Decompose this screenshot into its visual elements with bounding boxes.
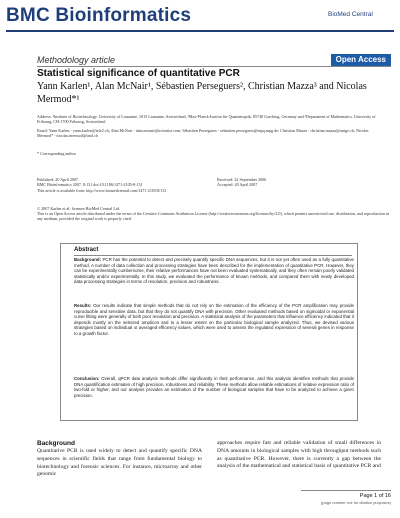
- citation-text: BMC Bioinformatics 2007, 8:131 doi:10.1186/1471-2105-8-131: [37, 182, 143, 188]
- article-type: Methodology article: [37, 55, 116, 65]
- copyright-block: [37, 206, 392, 222]
- abstract-results-text: Our results indicate that simple methods that do not rely on the estimation of the efficiency of the PCR amplification may provide reproducible and sensitive data, but that they do not quantify DNA with precision. Other evaluated methods based on sigmoidal or exponential curve fitting were generally of both poor resolution and precision. A statistical analysis of the parameters that influence efficiency indicated that it depends mostly on the selected amplicon and to a lesser extent on the particular biological sample analyzed. Thus, we devised various strategies based on individual or averaged efficiency values, which were used to assess the regulated expression of several genes in response to a growth factor.: [74, 303, 354, 336]
- body-column-left: Quantitative PCR is used widely to detect and quantify specific DNA sequences in scientific fields that range from fundamental biology to biotechnology and forensic sciences. For instance, microarray and other genomic: [37, 448, 202, 478]
- abstract-heading: Abstract: [74, 247, 99, 253]
- abstract-background-label: Background:: [74, 257, 102, 262]
- abstract-background-text: PCR has the potential to detect and precisely quantify specific DNA sequences, but it is not yet often used as a fully quantitative method. A number of data collection and processing strategies have been described for the implementation of quantitative PCR. However, they can be experimentally cumbersome, their relative performances have not been evaluated systematically, and they often remain poorly validated statistically and/or experimentally. In this study, we evaluated the performance of known methods, and compared them with newly developed data processing strategies in terms of resolution, precision and robustness.: [74, 257, 354, 285]
- abstract-background: [74, 257, 354, 285]
- page-number: Page 1 of 16: [359, 493, 391, 499]
- author-emails: Email: Yann Karlen - yann.karlen@tele2.ch; Alan McNair - alan.mcnair@scientist.com; Sébastien Perseguers - sebastien.perseguers@mpq.mpg.de; Christian Mazza - christian.mazza@unige.ch; Nicolas Mermod* - nicolas.mermod@unil.ch: [37, 128, 369, 139]
- header-divider: [6, 30, 394, 32]
- abstract-divider: [74, 255, 352, 256]
- copyright-text: © 2007 Karlen et al; licensee BioMed Central Ltd.: [37, 206, 121, 211]
- published-text: Published: 20 April 2007: [37, 177, 79, 182]
- open-access-badge: Open Access: [331, 54, 391, 66]
- received-text: Received: 22 September 2006: [217, 177, 267, 182]
- availability-link[interactable]: This article is available from: http://www.biomedcentral.com/1471-2105/8/131: [37, 188, 167, 193]
- page-number-note: (page number not for citation purposes): [320, 500, 391, 505]
- abstract-results-label: Results:: [74, 303, 92, 308]
- journal-title: BMC Bioinformatics: [6, 5, 192, 26]
- corresponding-author-note: * Corresponding author: [37, 151, 76, 156]
- background-heading: Background: [37, 440, 75, 447]
- abstract-conclusion-text: Overall, qPCR data analysis methods differ significantly in their performance, and this analysis identifies methods that provide DNA quantification estimates of high precision, robustness and reliability. These methods allow reliable estimations of relative expression ratio of two-fold or higher, and our analysis provides an estimation of the number of biological samples that have to be analyzed to achieve a given precision.: [74, 376, 354, 398]
- license-text: This is an Open Access article distributed under the terms of the Creative Commons Attribution License (http://creativecommons.org/licenses/by/2.0), which permits unrestricted use, distribution, and reproduction in any medium, provided the original work is properly cited.: [37, 211, 390, 222]
- abstract-results: [74, 303, 354, 337]
- abstract-box: [60, 243, 358, 421]
- title-divider: [37, 66, 391, 67]
- publisher-logo-text: BioMed Central: [328, 11, 373, 18]
- received-accepted: [217, 177, 367, 187]
- footer-divider: [301, 490, 391, 491]
- paper-title: Statistical significance of quantitative PCR: [37, 68, 240, 79]
- publisher-logo: [328, 8, 392, 24]
- abstract-conclusion: [74, 376, 354, 398]
- body-column-right: approaches require fast and reliable validation of small differences in DNA amounts in biological samples with high throughput methods such as quantitative PCR. However, there is currently a gap between the analysis of the mathematical and statistical basis of quantitative PCR and: [217, 440, 381, 470]
- abstract-conclusion-label: Conclusion:: [74, 376, 100, 381]
- author-addresses: Address: ¹Institute of Biotechnology, University of Lausanne, 1015 Lausanne, Switzerland, ²Max-Planck-Institut für Quantenoptik, 85748 Garching, Germany and ³Department of Mathematics, University of Fribourg, CH-1700 Fribourg, Switzerland: [37, 114, 376, 125]
- author-list: Yann Karlen¹, Alan McNair¹, Sébastien Perseguers², Christian Mazza³ and Nicolas Mermod*¹: [37, 81, 367, 105]
- accepted-text: Accepted: 20 April 2007: [217, 182, 258, 188]
- journal-header: [0, 0, 400, 30]
